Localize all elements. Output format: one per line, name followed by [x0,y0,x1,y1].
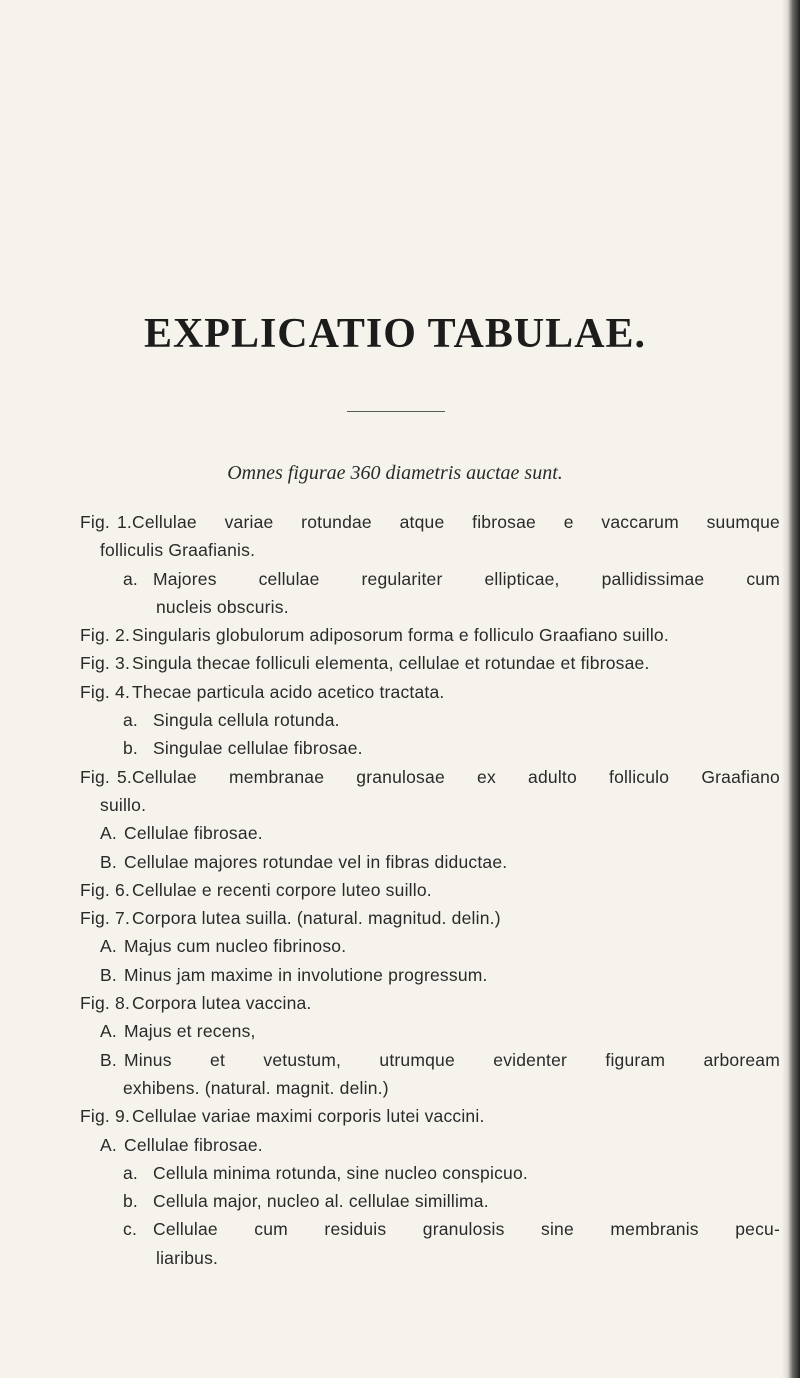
entry-text: Singularis globulorum adiposorum forma e folliculo Graafiano suillo. [132,625,669,646]
entry-fig-9-c [80,1215,780,1243]
page-edge [788,0,800,1378]
entry-fig-9-b [80,1187,780,1215]
entry-label: b. [123,738,138,759]
entry-text: Majus et recens, [124,1021,256,1042]
entry-fig-1-continuation [80,536,780,564]
entry-fig-5-B [80,848,780,876]
entry-text-cont: liaribus. [156,1247,219,1268]
entry-fig-3 [80,649,780,677]
entry-text: Majores cellulae regulariter ellipticae, pallidissimae cum [153,568,780,589]
entry-fig-7-A [80,932,780,960]
page-title: EXPLICATIO TABULAE. [143,311,647,357]
entry-text: Cellulae e recenti corpore luteo suillo. [132,879,432,900]
entry-fig-1-a [80,565,780,593]
entry-label: Fig. 2. [80,625,131,646]
entry-label: A. [100,823,117,844]
figure-explanations [80,508,780,1272]
entry-text-cont: folliculis Graafianis. [100,540,256,561]
entry-text: Cellula minima rotunda, sine nucleo conspicuo. [153,1162,528,1183]
entry-fig-9-a [80,1159,780,1187]
entry-fig-4-a [80,706,780,734]
entry-text: Minus jam maxime in involutione progressum. [124,964,488,985]
entry-label: Fig. 3. [80,653,131,674]
entry-fig-9-A [80,1131,780,1159]
entry-fig-2 [80,621,780,649]
entry-label: Fig. 7. [80,908,131,929]
entry-text: Corpora lutea vaccina. [132,993,312,1014]
entry-text: Cellulae fibrosae. [124,823,263,844]
entry-text: Corpora lutea suilla. (natural. magnitud. delin.) [132,908,501,929]
entry-text: Cellulae majores rotundae vel in fibras diductae. [124,851,508,872]
entry-label: Fig. 9. [80,1106,131,1127]
entry-fig-7-B [80,961,780,989]
entry-label: Fig. 6. [80,879,131,900]
entry-label: A. [100,936,117,957]
entry-label: c. [123,1219,138,1240]
entry-fig-5-A [80,819,780,847]
entry-label: B. [100,1049,117,1070]
entry-fig-8-B-continuation [80,1074,780,1102]
entry-label: A. [100,1134,117,1155]
entry-fig-9 [80,1102,780,1130]
entry-label: B. [100,964,117,985]
entry-fig-1 [80,508,780,536]
entry-text: Cellulae variae rotundae atque fibrosae e vaccarum suumque [132,512,780,532]
entry-fig-1-a-continuation [80,593,780,621]
entry-text: Singulae cellulae fibrosae. [153,738,363,759]
entry-fig-6 [80,876,780,904]
entry-text: Singula cellula rotunda. [153,710,340,731]
entry-text: Cellula major, nucleo al. cellulae simillima. [153,1191,489,1212]
entry-text-cont: exhibens. (natural. magnit. delin.) [123,1077,389,1098]
entry-text: Cellulae variae maximi corporis lutei vaccini. [132,1106,485,1127]
entry-text: Cellulae fibrosae. [124,1134,263,1155]
entry-label: Fig. 1. [80,512,132,532]
entry-fig-9-c-continuation [80,1244,780,1272]
entry-text: Majus cum nucleo fibrinoso. [124,936,347,957]
entry-text: Cellulae membranae granulosae ex adulto folliculo Graafiano [132,766,780,787]
entry-text: Minus et vetustum, utrumque evidenter figuram arboream [124,1049,780,1070]
entry-text-cont: nucleis obscuris. [156,596,289,617]
entry-fig-8-B [80,1046,780,1074]
entry-label: a. [123,568,138,589]
entry-text: Singula thecae folliculi elementa, cellulae et rotundae et fibrosae. [132,653,650,674]
entry-label: Fig. 4. [80,681,131,702]
entry-label: b. [123,1191,138,1212]
entry-fig-5-continuation [80,791,780,819]
entry-label: B. [100,851,117,872]
entry-label: Fig. 8. [80,993,131,1014]
entry-fig-8 [80,989,780,1017]
entry-fig-4-b [80,734,780,762]
title-rule [347,411,445,412]
entry-fig-4 [80,678,780,706]
entry-label: Fig. 5. [80,766,132,787]
entry-fig-8-A [80,1017,780,1045]
entry-label: a. [123,1162,138,1183]
entry-fig-7 [80,904,780,932]
entry-fig-5 [80,763,780,791]
entry-text: Thecae particula acido acetico tractata. [132,681,445,702]
page-subtitle: Omnes figurae 360 diametris auctae sunt. [227,462,563,484]
entry-label: a. [123,710,138,731]
entry-label: A. [100,1021,117,1042]
entry-text-cont: suillo. [100,794,147,815]
entry-text: Cellulae cum residuis granulosis sine membranis pecu- [153,1219,780,1240]
